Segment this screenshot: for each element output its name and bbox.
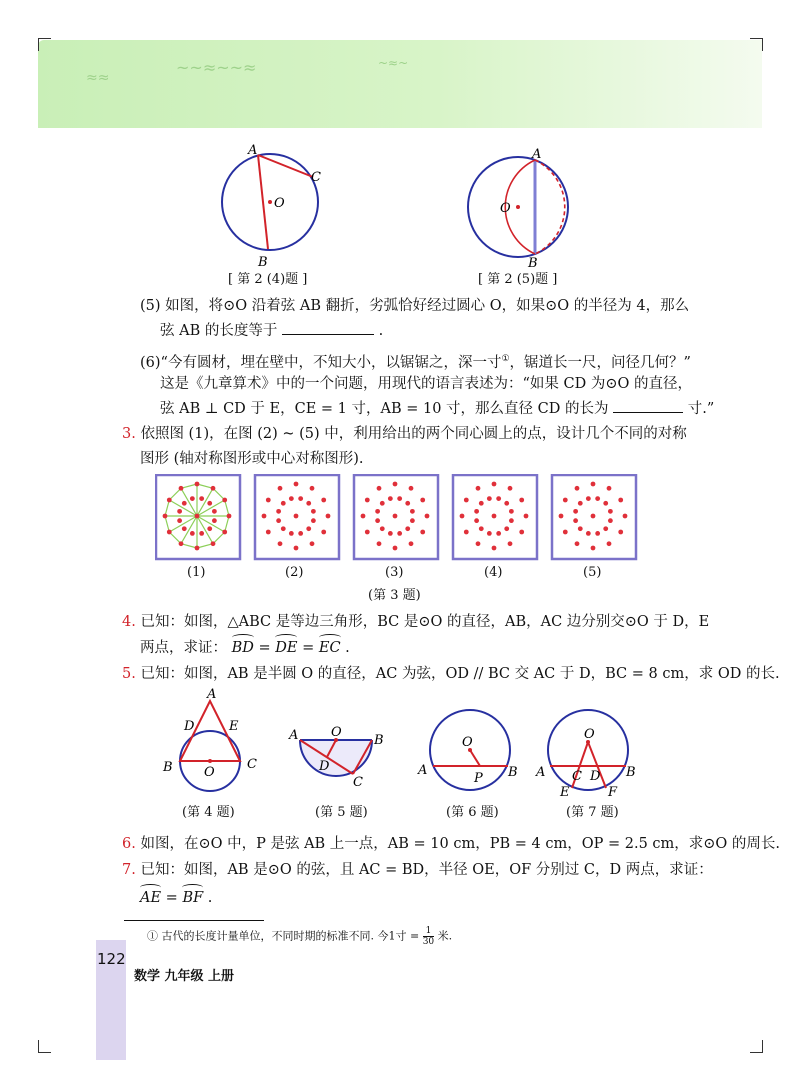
pattern-point xyxy=(163,514,168,519)
pattern-point xyxy=(393,514,398,519)
pattern-point xyxy=(266,530,271,535)
pattern-point xyxy=(393,546,398,551)
problem-2-6: (6)“今有圆材，埋在壁中，不知大小，以锯锯之，深一寸①，锯道长一尺，问径几何？” xyxy=(140,354,691,371)
crop-mark xyxy=(38,1040,51,1053)
svg-text:C: C xyxy=(572,769,582,784)
pattern-point xyxy=(276,518,281,523)
pattern-point xyxy=(496,531,501,536)
svg-text:C: C xyxy=(353,775,363,790)
pattern-point xyxy=(294,546,299,551)
crop-mark xyxy=(750,1040,763,1053)
figure-3-panels xyxy=(155,474,645,564)
figure-2-5 xyxy=(450,145,590,270)
svg-text:B: B xyxy=(508,765,518,780)
svg-text:O: O xyxy=(331,725,342,740)
pattern-point xyxy=(326,514,331,519)
figure-caption: [ 第 2 (4)题 ] xyxy=(228,272,308,287)
problem-number: 5. xyxy=(122,666,136,682)
pattern-point xyxy=(496,496,501,501)
pattern-point xyxy=(474,509,479,514)
pattern-point xyxy=(397,496,402,501)
pattern-point xyxy=(311,509,316,514)
pattern-point xyxy=(559,514,564,519)
pattern-line xyxy=(225,516,229,532)
header-scribble: ≈≈ xyxy=(86,70,110,86)
pattern-point xyxy=(492,514,497,519)
svg-text:F: F xyxy=(608,785,618,800)
page-number: 122 xyxy=(97,950,126,968)
panel-label: (2) xyxy=(285,565,304,580)
pattern-point xyxy=(410,518,415,523)
crop-mark xyxy=(38,38,51,51)
figure-caption: (第 4 题) xyxy=(182,805,235,820)
pattern-point xyxy=(289,531,294,536)
pattern-point xyxy=(388,531,393,536)
pattern-point xyxy=(409,541,414,546)
pattern-point xyxy=(575,486,580,491)
pattern-point xyxy=(298,496,303,501)
pattern-point xyxy=(177,518,182,523)
pattern-point xyxy=(278,486,283,491)
pattern-point xyxy=(504,526,509,531)
item-number: (5) xyxy=(140,298,161,314)
svg-text:B: B xyxy=(626,765,636,780)
pattern-point xyxy=(375,518,380,523)
pattern-point xyxy=(195,546,200,551)
pattern-line xyxy=(213,532,225,544)
svg-text:A: A xyxy=(536,765,546,780)
problem-text: 弦 AB 的长度等于 xyxy=(160,323,278,339)
svg-text:D: D xyxy=(590,769,601,784)
pattern-point xyxy=(361,514,366,519)
pattern-point xyxy=(298,531,303,536)
problem-4 xyxy=(122,611,709,633)
pattern-point xyxy=(410,509,415,514)
pattern-point xyxy=(266,498,271,503)
problem-number: 4. xyxy=(122,614,136,630)
problem-number: 6. xyxy=(122,836,136,852)
pattern-point xyxy=(321,530,326,535)
figure-6 xyxy=(410,700,530,800)
fraction: $\frac{1}{30}$ xyxy=(422,926,435,947)
pattern-point xyxy=(519,530,524,535)
figure-caption: (第 5 题) xyxy=(315,805,368,820)
problem-2-6-line2: 这是《九章算术》中的一个问题，用现代的语言表述为：“如果 CD 为⊙O 的直径， xyxy=(160,376,692,392)
pattern-point xyxy=(211,541,216,546)
pattern-point xyxy=(509,518,514,523)
pattern-point xyxy=(618,498,623,503)
pattern-point xyxy=(586,531,591,536)
pattern-point xyxy=(608,509,613,514)
pattern-point xyxy=(479,526,484,531)
svg-text:A: A xyxy=(248,143,258,158)
pattern-point xyxy=(563,530,568,535)
pattern-point xyxy=(595,496,600,501)
pattern-line xyxy=(169,532,181,544)
svg-text:C: C xyxy=(311,170,321,185)
problem-6 xyxy=(122,833,780,855)
problem-3-line2: 图形 (轴对称图形或中心对称图形). xyxy=(140,451,364,467)
problem-2-5-line2: 弦 AB 的长度等于 . xyxy=(160,320,383,342)
pattern-point xyxy=(227,514,232,519)
svg-text:E: E xyxy=(229,719,239,734)
pattern-point xyxy=(586,496,591,501)
pattern-line xyxy=(225,500,229,516)
svg-text:O: O xyxy=(584,727,595,742)
panel-label: (5) xyxy=(583,565,602,580)
svg-text:B: B xyxy=(528,256,538,270)
pattern-point xyxy=(607,486,612,491)
panel-label: (4) xyxy=(484,565,503,580)
pattern-point xyxy=(212,509,217,514)
problem-number: 7. xyxy=(122,862,136,878)
problem-text: 如图，将⊙O 沿着弦 AB 翻折，劣弧恰好经过圆心 O，如果⊙O 的半径为 4，那么 xyxy=(165,298,690,314)
problem-7-line2: AE = BF . xyxy=(140,887,212,909)
svg-text:B: B xyxy=(374,733,384,748)
pattern-point xyxy=(464,530,469,535)
pattern-point xyxy=(618,530,623,535)
pattern-point xyxy=(380,501,385,506)
pattern-point xyxy=(575,541,580,546)
figure-caption: [ 第 2 (5)题 ] xyxy=(478,272,558,287)
problem-number: 3. xyxy=(122,426,136,442)
pattern-point xyxy=(388,496,393,501)
pattern-point xyxy=(365,498,370,503)
pattern-point xyxy=(420,530,425,535)
pattern-point xyxy=(262,514,267,519)
arc-label: AE xyxy=(140,887,161,909)
pattern-point xyxy=(487,531,492,536)
answer-blank[interactable] xyxy=(282,320,374,335)
pattern-point xyxy=(405,526,410,531)
pattern-point xyxy=(182,501,187,506)
problem-text: 已知：如图，AB 是⊙O 的弦，且 AC = BD，半径 OE，OF 分别过 C，D 两点，求证： xyxy=(140,862,713,878)
pattern-line xyxy=(197,544,213,548)
problem-3 xyxy=(122,423,687,445)
pattern-point xyxy=(179,486,184,491)
pattern-point xyxy=(573,509,578,514)
problem-text: 如图，在⊙O 中，P 是弦 AB 上一点，AB = 10 cm，PB = 4 cm，OP = 2.5 cm，求⊙O 的周长. xyxy=(140,836,781,852)
problem-5 xyxy=(122,663,780,685)
pattern-point xyxy=(460,514,465,519)
book-title: 数学 九年级 上册 xyxy=(134,969,235,984)
pattern-line xyxy=(165,516,169,532)
svg-text:D: D xyxy=(319,759,330,774)
header-band xyxy=(38,40,762,128)
svg-text:A: A xyxy=(207,687,217,702)
pattern-line xyxy=(213,488,225,500)
arc-label: DE xyxy=(275,637,297,659)
pattern-line xyxy=(197,484,213,488)
pattern-point xyxy=(420,498,425,503)
pattern-point xyxy=(281,501,286,506)
pattern-line xyxy=(165,500,169,516)
panel-label: (1) xyxy=(187,565,206,580)
pattern-point xyxy=(294,482,299,487)
pattern-point xyxy=(207,501,212,506)
pattern-point xyxy=(591,482,596,487)
pattern-point xyxy=(492,546,497,551)
figure-7 xyxy=(530,700,650,800)
pattern-point xyxy=(377,486,382,491)
pattern-point xyxy=(167,498,172,503)
pattern-point xyxy=(397,531,402,536)
svg-text:A: A xyxy=(418,763,428,778)
figure-2-4 xyxy=(210,140,340,270)
pattern-point xyxy=(182,526,187,531)
pattern-point xyxy=(289,496,294,501)
figure-caption: (第 7 题) xyxy=(566,805,619,820)
pattern-point xyxy=(380,526,385,531)
panel-label: (3) xyxy=(385,565,404,580)
pattern-point xyxy=(310,541,315,546)
problem-text: 依照图 (1)，在图 (2) ~ (5) 中，利用给出的两个同心圆上的点，设计几个不同的对称 xyxy=(140,426,687,442)
footnote-ref: ① xyxy=(501,354,510,364)
figure-4 xyxy=(155,686,280,801)
pattern-point xyxy=(222,530,227,535)
header-scribble: ~~≈~~≈ xyxy=(176,58,257,77)
pattern-point xyxy=(487,496,492,501)
svg-text:B: B xyxy=(258,255,268,270)
arc-label: BD xyxy=(232,637,254,659)
pattern-point xyxy=(405,501,410,506)
pattern-point xyxy=(306,501,311,506)
pattern-point xyxy=(519,498,524,503)
header-scribble: ~≈~ xyxy=(378,56,409,70)
problem-7 xyxy=(122,859,713,881)
pattern-point xyxy=(476,486,481,491)
pattern-point xyxy=(591,546,596,551)
pattern-point xyxy=(492,482,497,487)
figure-caption: (第 3 题) xyxy=(368,588,421,603)
pattern-point xyxy=(199,496,204,501)
pattern-point xyxy=(573,518,578,523)
pattern-point xyxy=(474,518,479,523)
pattern-point xyxy=(393,482,398,487)
pattern-point xyxy=(425,514,430,519)
pattern-point xyxy=(207,526,212,531)
problem-2-5 xyxy=(140,295,689,317)
pattern-point xyxy=(222,498,227,503)
pattern-point xyxy=(321,498,326,503)
svg-text:O: O xyxy=(274,196,285,211)
problem-2-6-line3: 弦 AB ⊥ CD 于 E，CE = 1 寸，AB = 10 寸，那么直径 CD 的长为 寸.” xyxy=(160,398,714,420)
pattern-point xyxy=(578,526,583,531)
pattern-point xyxy=(195,482,200,487)
svg-text:D: D xyxy=(184,719,195,734)
figure-5 xyxy=(285,722,395,794)
pattern-point xyxy=(365,530,370,535)
pattern-point xyxy=(177,509,182,514)
pattern-point xyxy=(464,498,469,503)
pattern-point xyxy=(306,526,311,531)
problem-text: 已知：如图，△ABC 是等边三角形，BC 是⊙O 的直径，AB，AC 边分别交⊙O 于 D，E xyxy=(140,614,710,630)
pattern-line xyxy=(169,488,181,500)
pattern-point xyxy=(603,526,608,531)
pattern-point xyxy=(212,518,217,523)
pattern-point xyxy=(476,541,481,546)
arc-label: EC xyxy=(319,637,341,659)
pattern-point xyxy=(179,541,184,546)
pattern-point xyxy=(607,541,612,546)
svg-text:A: A xyxy=(289,728,299,743)
pattern-point xyxy=(591,514,596,519)
pattern-point xyxy=(504,501,509,506)
pattern-point xyxy=(479,501,484,506)
pattern-point xyxy=(509,509,514,514)
svg-text:O: O xyxy=(462,735,473,750)
crop-mark xyxy=(750,38,763,51)
pattern-point xyxy=(524,514,529,519)
svg-text:P: P xyxy=(474,771,483,786)
pattern-point xyxy=(508,541,513,546)
pattern-point xyxy=(563,498,568,503)
problem-4-line2: 两点，求证： BD = DE = EC . xyxy=(140,637,350,659)
pattern-point xyxy=(211,486,216,491)
pattern-point xyxy=(190,531,195,536)
svg-text:O: O xyxy=(500,201,511,216)
problem-text: 已知：如图，AB 是半圆 O 的直径，AC 为弦，OD // BC 交 AC 于 D，BC = 8 cm，求 OD 的长. xyxy=(140,666,780,682)
footnote: ① 古代的长度计量单位，不同时期的标准不同. 今1寸 = $\frac{1}{30}$ 米. xyxy=(147,926,453,947)
figure-caption: (第 6 题) xyxy=(446,805,499,820)
pattern-point xyxy=(603,501,608,506)
pattern-point xyxy=(578,501,583,506)
svg-text:B: B xyxy=(163,760,173,775)
svg-text:E: E xyxy=(560,785,570,800)
pattern-point xyxy=(409,486,414,491)
pattern-line xyxy=(181,544,197,548)
pattern-point xyxy=(375,509,380,514)
pattern-point xyxy=(190,496,195,501)
pattern-point xyxy=(608,518,613,523)
pattern-point xyxy=(294,514,299,519)
pattern-point xyxy=(199,531,204,536)
pattern-point xyxy=(310,486,315,491)
pattern-point xyxy=(623,514,628,519)
arc-label: BF xyxy=(182,887,203,909)
footnote-rule xyxy=(124,920,264,921)
svg-text:C: C xyxy=(247,757,257,772)
pattern-point xyxy=(276,509,281,514)
pattern-point xyxy=(281,526,286,531)
pattern-point xyxy=(595,531,600,536)
item-number: (6) xyxy=(140,354,161,371)
pattern-point xyxy=(195,514,200,519)
svg-text:O: O xyxy=(204,765,215,780)
pattern-point xyxy=(311,518,316,523)
svg-text:A: A xyxy=(532,147,542,162)
pattern-point xyxy=(377,541,382,546)
pattern-line xyxy=(181,484,197,488)
answer-blank[interactable] xyxy=(613,398,683,413)
pattern-point xyxy=(278,541,283,546)
pattern-point xyxy=(167,530,172,535)
pattern-point xyxy=(508,486,513,491)
